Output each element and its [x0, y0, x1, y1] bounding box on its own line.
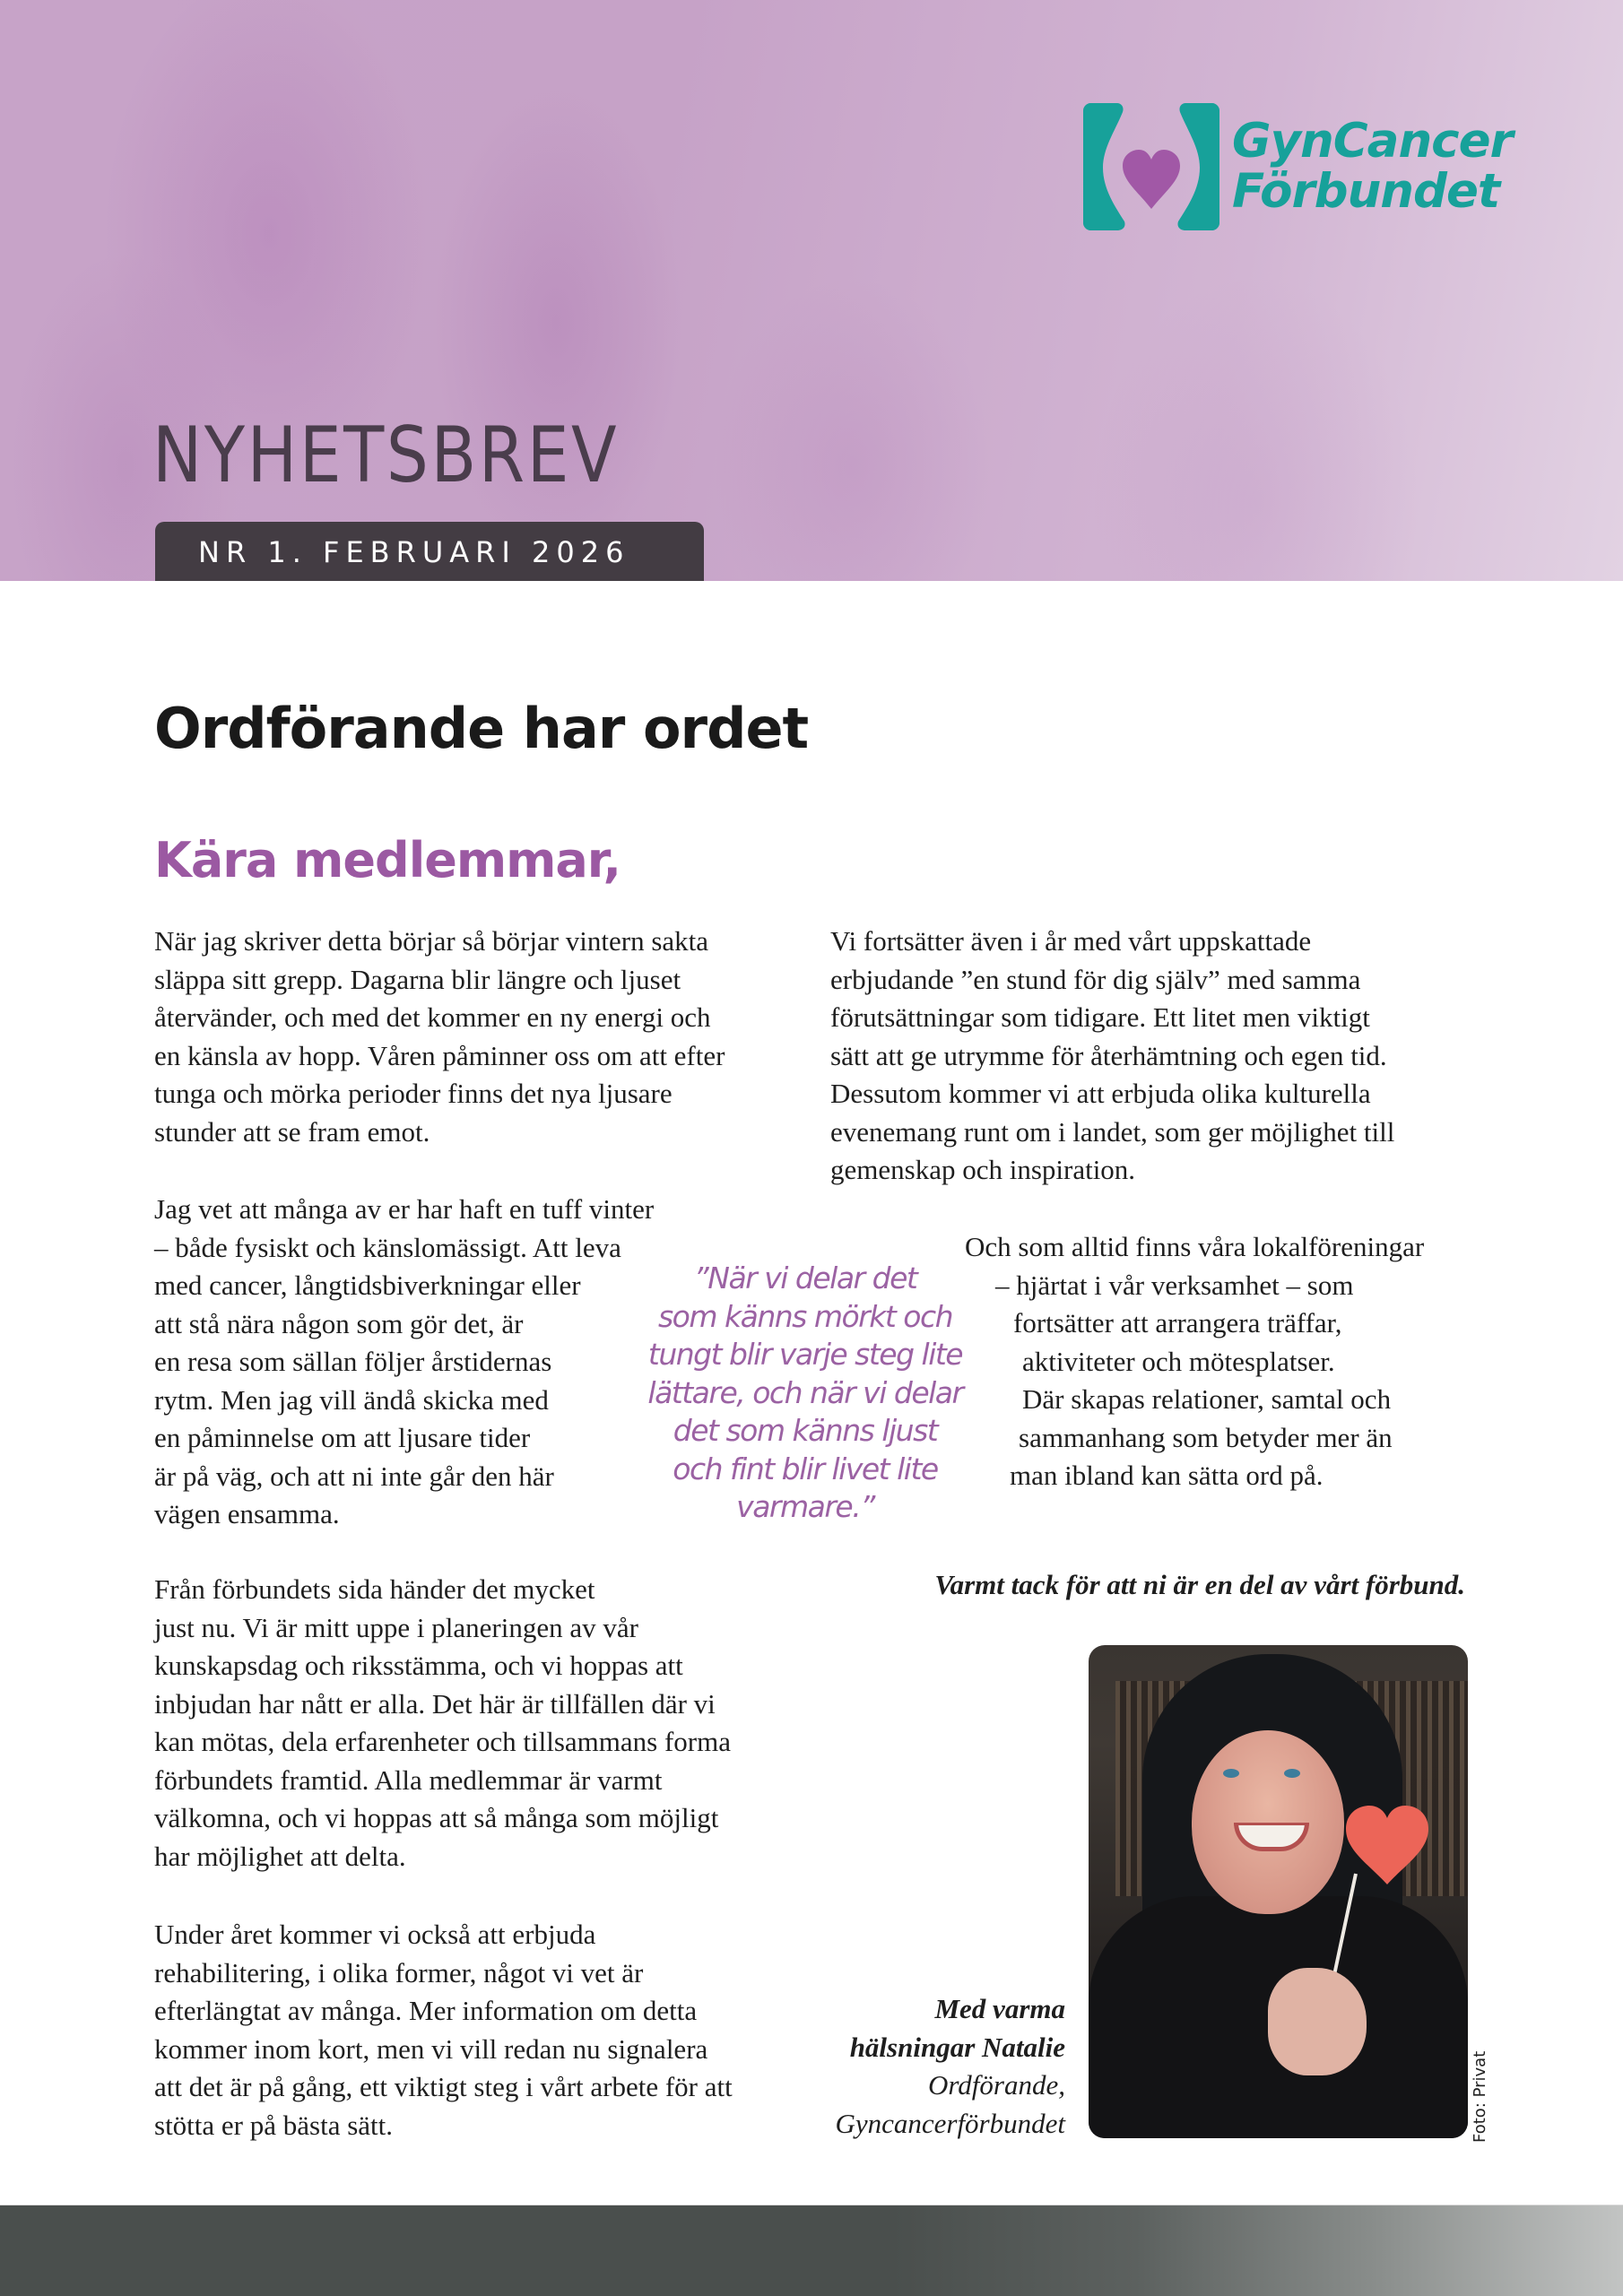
text-line: – hjärtat i vår verksamhet – som: [995, 1269, 1354, 1301]
text-line: erbjudande ”en stund för dig själv” med samma: [830, 963, 1361, 995]
signature-line-1: Med varma: [934, 1993, 1065, 2024]
text-line: sammanhang som betyder mer än: [1019, 1421, 1393, 1453]
paragraph-rehabilitation: [154, 1916, 733, 2144]
text-line: gemenskap och inspiration.: [830, 1154, 1136, 1185]
organization-logo: [1083, 103, 1513, 230]
logo-line-2: Förbundet: [1232, 164, 1500, 219]
signature-line-2: hälsningar Natalie: [849, 2031, 1065, 2063]
text-line: förutsättningar som tidigare. Ett litet men viktigt: [830, 1001, 1370, 1033]
text-line: att stå nära någon som gör det, är: [154, 1307, 524, 1339]
photo-credit: Foto: Privat: [1471, 2050, 1489, 2143]
logo-line-1: GynCancer: [1232, 114, 1513, 169]
pull-quote: [638, 1260, 972, 1527]
paragraph-local-associations: [897, 1228, 1424, 1495]
red-heart-icon: [1342, 1802, 1432, 1887]
text-line: Där skapas relationer, samtal och: [1022, 1383, 1392, 1415]
text-line: Dessutom kommer vi att erbjuda olika kulturella: [830, 1078, 1371, 1109]
header-banner: [0, 0, 1623, 581]
paragraph-tough-winter: [154, 1191, 654, 1534]
text-line: stötta er på bästa sätt.: [154, 2109, 393, 2141]
text-line: tunga och mörka perioder finns det nya ljusare: [154, 1078, 673, 1109]
text-line: När jag skriver detta börjar så börjar vintern sakta: [154, 925, 709, 957]
text-line: att det är på gång, ett viktigt steg i vårt arbete för att: [154, 2071, 733, 2102]
text-line: Under året kommer vi också att erbjuda: [154, 1919, 596, 1950]
text-line: återvänder, och med det kommer en ny energi och: [154, 1001, 711, 1033]
chairperson-photo: [1089, 1645, 1468, 2138]
text-line: aktiviteter och mötesplatser.: [1022, 1345, 1335, 1377]
text-line: efterlängtat av många. Mer information om detta: [154, 1995, 698, 2026]
heart-in-body-silhouette-icon: [1083, 103, 1219, 230]
text-line: rytm. Men jag vill ändå skicka med: [154, 1383, 549, 1416]
quote-line: lättare, och när vi delar: [647, 1374, 963, 1410]
issue-badge: [155, 522, 704, 581]
quote-line: och fint blir livet lite: [673, 1451, 938, 1486]
text-line: Från förbundets sida händer det mycket: [154, 1573, 595, 1605]
text-line: släppa sitt grepp. Dagarna blir längre och ljuset: [154, 963, 681, 995]
issue-label: NR 1. FEBRUARI 2026: [198, 535, 630, 569]
signature-block: [835, 1990, 1065, 2143]
page-title: Ordförande har ordet: [154, 696, 809, 761]
text-line: stunder att se fram emot.: [154, 1115, 430, 1148]
text-line: – både fysiskt och känslomässigt. Att leva: [154, 1231, 621, 1263]
text-line: har möjlighet att delta.: [154, 1840, 406, 1872]
photo-hand: [1268, 1968, 1367, 2075]
signature-role: Ordförande,: [928, 2069, 1065, 2101]
photo-eye: [1284, 1769, 1300, 1778]
text-line: vägen ensamma.: [154, 1498, 340, 1529]
text-line: en påminnelse om att ljusare tider: [154, 1422, 531, 1453]
text-line: välkomna, och vi hoppas att så många som möjligt: [154, 1802, 719, 1833]
quote-line: tungt blir varje steg lite: [647, 1337, 963, 1372]
quote-line: ”När vi delar det: [693, 1261, 917, 1295]
text-line: man ibland kan sätta ord på.: [1010, 1460, 1324, 1491]
paragraph-offerings: [830, 923, 1394, 1190]
text-line: Jag vet att många av er har haft en tuff vinter: [154, 1193, 655, 1225]
text-line: fortsätter att arrangera träffar,: [1013, 1307, 1342, 1339]
text-line: med cancer, långtidsbiverkningar eller: [154, 1269, 581, 1301]
paragraph-intro: [154, 923, 725, 1151]
signature-organization: Gyncancerförbundet: [835, 2107, 1065, 2139]
logo-wordmark: [1232, 114, 1513, 219]
thanks-line: Varmt tack för att ni är en del av vårt förbund.: [934, 1569, 1465, 1600]
quote-line: varmare.”: [736, 1489, 874, 1524]
text-line: just nu. Vi är mitt uppe i planeringen av vår: [154, 1611, 638, 1643]
text-line: en känsla av hopp. Våren påminner oss om att efter: [154, 1039, 725, 1071]
quote-line: det som känns ljust: [673, 1413, 938, 1448]
quote-line: som känns mörkt och: [657, 1298, 953, 1334]
text-line: rehabilitering, i olika former, något vi vet är: [154, 1956, 644, 1988]
text-line: kunskapsdag och riksstämma, och vi hoppas att: [154, 1650, 683, 1681]
newsletter-title: NYHETSBREV: [152, 411, 620, 500]
text-line: förbundets framtid. Alla medlemmar är varmt: [154, 1763, 663, 1796]
text-line: en resa som sällan följer årstidernas: [154, 1346, 552, 1377]
text-line: inbjudan har nått er alla. Det här är tillfällen där vi: [154, 1687, 716, 1720]
text-line: evenemang runt om i landet, som ger möjlighet till: [830, 1115, 1395, 1148]
text-line: Och som alltid finns våra lokalföreningar: [965, 1231, 1425, 1262]
text-line: sätt att ge utrymme för återhämtning och egen tid.: [830, 1039, 1387, 1071]
text-line: Vi fortsätter även i år med vårt uppskattade: [830, 925, 1312, 957]
text-line: kan mötas, dela erfarenheter och tillsammans forma: [154, 1726, 731, 1757]
text-line: är på väg, och att ni inte går den här: [154, 1460, 554, 1492]
text-line: kommer inom kort, men vi vill redan nu signalera: [154, 2032, 708, 2065]
paragraph-federation-news: [154, 1571, 731, 1876]
photo-eye: [1223, 1769, 1239, 1778]
greeting-heading: Kära medlemmar,: [154, 832, 621, 888]
footer-bar: [0, 2205, 1623, 2296]
